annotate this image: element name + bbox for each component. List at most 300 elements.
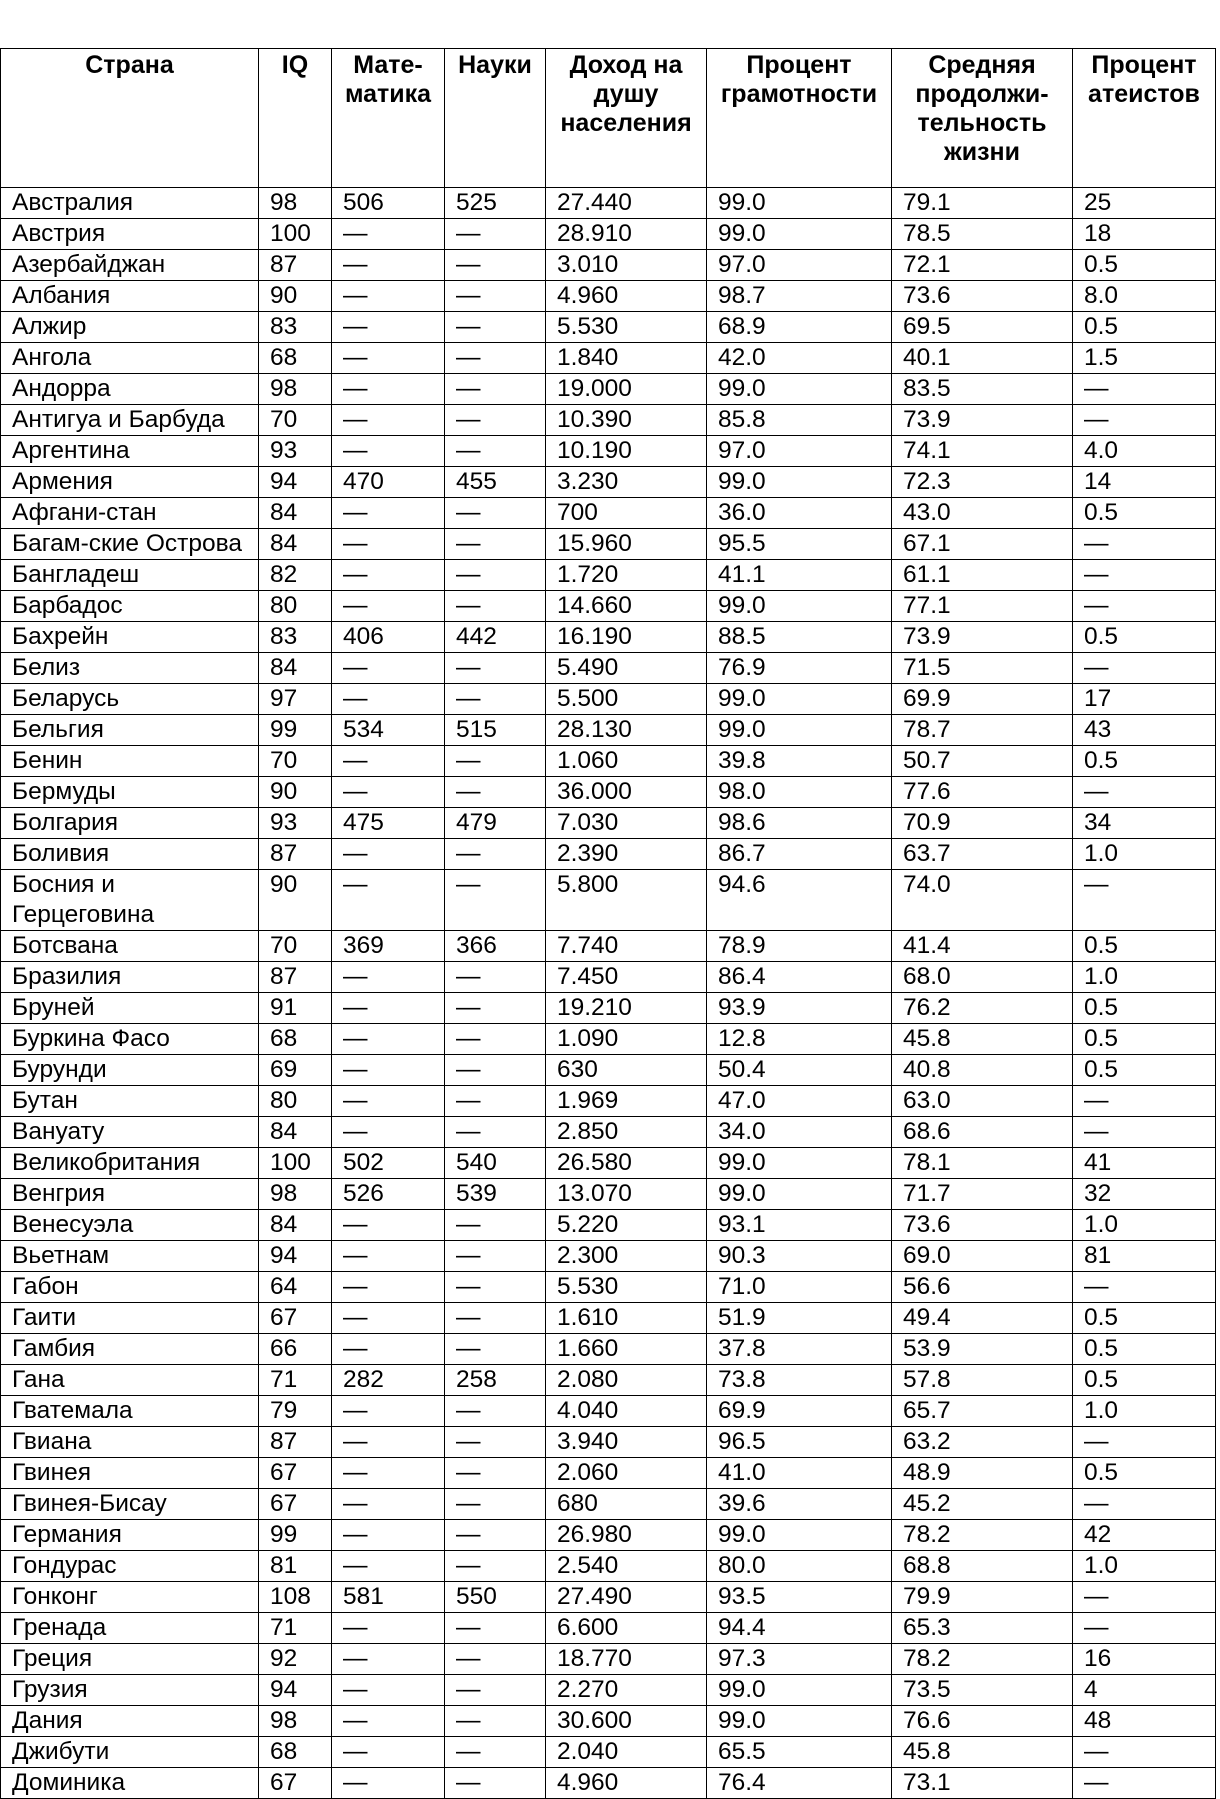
table-row	[1, 219, 1216, 250]
header-math: Мате- матика	[332, 49, 445, 188]
table-row	[1, 436, 1216, 467]
cell-math: —	[332, 1458, 445, 1489]
table-row	[1, 281, 1216, 312]
cell-math: —	[332, 1396, 445, 1427]
cell-iq: 67	[259, 1303, 332, 1334]
cell-income: 5.220	[546, 1210, 707, 1241]
cell-life-expectancy: 77.6	[892, 777, 1073, 808]
cell-country: Афгани-стан	[1, 498, 259, 529]
cell-iq: 68	[259, 343, 332, 374]
cell-life-expectancy: 50.7	[892, 746, 1073, 777]
cell-math: —	[332, 1086, 445, 1117]
cell-atheists: —	[1073, 1427, 1216, 1458]
cell-literacy: 71.0	[707, 1272, 892, 1303]
cell-atheists: 0.5	[1073, 498, 1216, 529]
cell-income: 2.270	[546, 1675, 707, 1706]
cell-atheists: 0.5	[1073, 1055, 1216, 1086]
cell-life-expectancy: 73.5	[892, 1675, 1073, 1706]
cell-income: 1.060	[546, 746, 707, 777]
table-row	[1, 1179, 1216, 1210]
cell-literacy: 39.8	[707, 746, 892, 777]
table-row	[1, 188, 1216, 219]
cell-literacy: 99.0	[707, 188, 892, 219]
cell-country: Алжир	[1, 312, 259, 343]
cell-atheists: —	[1073, 1737, 1216, 1768]
cell-iq: 64	[259, 1272, 332, 1303]
cell-country: Великобритания	[1, 1148, 259, 1179]
cell-math: —	[332, 993, 445, 1024]
header-science: Науки	[445, 49, 546, 188]
country-statistics-table-container	[0, 48, 1215, 1799]
cell-life-expectancy: 76.2	[892, 993, 1073, 1024]
table-row	[1, 529, 1216, 560]
cell-literacy: 12.8	[707, 1024, 892, 1055]
cell-math: —	[332, 250, 445, 281]
cell-life-expectancy: 83.5	[892, 374, 1073, 405]
cell-atheists: —	[1073, 777, 1216, 808]
table-row	[1, 467, 1216, 498]
table-row	[1, 962, 1216, 993]
cell-science: —	[445, 962, 546, 993]
cell-life-expectancy: 45.8	[892, 1024, 1073, 1055]
cell-life-expectancy: 78.7	[892, 715, 1073, 746]
cell-science: —	[445, 591, 546, 622]
cell-iq: 93	[259, 436, 332, 467]
cell-country: Боливия	[1, 839, 259, 870]
cell-iq: 90	[259, 281, 332, 312]
cell-life-expectancy: 45.8	[892, 1737, 1073, 1768]
cell-iq: 70	[259, 746, 332, 777]
cell-atheists: 0.5	[1073, 622, 1216, 653]
cell-math: —	[332, 560, 445, 591]
cell-income: 26.980	[546, 1520, 707, 1551]
cell-iq: 92	[259, 1644, 332, 1675]
cell-literacy: 50.4	[707, 1055, 892, 1086]
cell-life-expectancy: 65.3	[892, 1613, 1073, 1644]
cell-income: 5.800	[546, 870, 707, 931]
table-row	[1, 1396, 1216, 1427]
cell-atheists: —	[1073, 1117, 1216, 1148]
cell-literacy: 99.0	[707, 1706, 892, 1737]
cell-science: —	[445, 405, 546, 436]
cell-math: —	[332, 870, 445, 931]
table-row	[1, 498, 1216, 529]
table-row	[1, 1086, 1216, 1117]
cell-math: 502	[332, 1148, 445, 1179]
cell-country: Бутан	[1, 1086, 259, 1117]
cell-literacy: 99.0	[707, 219, 892, 250]
cell-life-expectancy: 78.2	[892, 1644, 1073, 1675]
cell-iq: 82	[259, 560, 332, 591]
cell-income: 630	[546, 1055, 707, 1086]
cell-life-expectancy: 72.1	[892, 250, 1073, 281]
cell-country: Венесуэла	[1, 1210, 259, 1241]
cell-literacy: 42.0	[707, 343, 892, 374]
cell-life-expectancy: 73.1	[892, 1768, 1073, 1799]
cell-science: —	[445, 1706, 546, 1737]
cell-science: —	[445, 1613, 546, 1644]
cell-iq: 108	[259, 1582, 332, 1613]
cell-literacy: 37.8	[707, 1334, 892, 1365]
cell-country: Азербайджан	[1, 250, 259, 281]
cell-literacy: 99.0	[707, 374, 892, 405]
cell-life-expectancy: 78.2	[892, 1520, 1073, 1551]
table-row	[1, 1365, 1216, 1396]
cell-income: 4.960	[546, 281, 707, 312]
cell-literacy: 47.0	[707, 1086, 892, 1117]
cell-science: 550	[445, 1582, 546, 1613]
cell-math: —	[332, 746, 445, 777]
cell-country: Дания	[1, 1706, 259, 1737]
cell-atheists: 32	[1073, 1179, 1216, 1210]
table-row	[1, 1303, 1216, 1334]
cell-science: —	[445, 1644, 546, 1675]
cell-math: —	[332, 1737, 445, 1768]
table-row	[1, 1489, 1216, 1520]
table-body	[1, 188, 1216, 1799]
table-row	[1, 1148, 1216, 1179]
cell-life-expectancy: 73.6	[892, 1210, 1073, 1241]
cell-country: Барбадос	[1, 591, 259, 622]
cell-income: 30.600	[546, 1706, 707, 1737]
table-row	[1, 808, 1216, 839]
cell-science: —	[445, 560, 546, 591]
cell-iq: 98	[259, 188, 332, 219]
cell-atheists: 42	[1073, 1520, 1216, 1551]
cell-country: Албания	[1, 281, 259, 312]
table-row	[1, 1644, 1216, 1675]
cell-literacy: 97.3	[707, 1644, 892, 1675]
cell-atheists: 1.0	[1073, 1210, 1216, 1241]
cell-income: 7.740	[546, 931, 707, 962]
cell-math: —	[332, 219, 445, 250]
cell-iq: 94	[259, 1241, 332, 1272]
cell-math: —	[332, 1117, 445, 1148]
cell-literacy: 39.6	[707, 1489, 892, 1520]
cell-science: —	[445, 1427, 546, 1458]
cell-income: 2.080	[546, 1365, 707, 1396]
cell-country: Болгария	[1, 808, 259, 839]
cell-income: 3.230	[546, 467, 707, 498]
cell-country: Габон	[1, 1272, 259, 1303]
cell-country: Багам-ские Острова	[1, 529, 259, 560]
cell-literacy: 99.0	[707, 1179, 892, 1210]
cell-science: —	[445, 436, 546, 467]
cell-income: 2.850	[546, 1117, 707, 1148]
cell-science: 258	[445, 1365, 546, 1396]
cell-iq: 83	[259, 312, 332, 343]
table-row	[1, 622, 1216, 653]
table-row	[1, 560, 1216, 591]
cell-income: 19.000	[546, 374, 707, 405]
cell-income: 19.210	[546, 993, 707, 1024]
table-row	[1, 312, 1216, 343]
cell-science: 525	[445, 188, 546, 219]
cell-atheists: 43	[1073, 715, 1216, 746]
cell-literacy: 97.0	[707, 250, 892, 281]
header-life-expectancy: Средняя продолжи- тельность жизни	[892, 49, 1073, 188]
cell-country: Германия	[1, 1520, 259, 1551]
cell-math: —	[332, 777, 445, 808]
cell-iq: 67	[259, 1489, 332, 1520]
cell-science: —	[445, 1458, 546, 1489]
cell-life-expectancy: 67.1	[892, 529, 1073, 560]
cell-life-expectancy: 43.0	[892, 498, 1073, 529]
cell-country: Бруней	[1, 993, 259, 1024]
cell-math: —	[332, 436, 445, 467]
cell-literacy: 99.0	[707, 1148, 892, 1179]
cell-atheists: 41	[1073, 1148, 1216, 1179]
cell-iq: 94	[259, 1675, 332, 1706]
cell-iq: 87	[259, 839, 332, 870]
cell-life-expectancy: 45.2	[892, 1489, 1073, 1520]
header-row	[1, 49, 1216, 188]
cell-life-expectancy: 48.9	[892, 1458, 1073, 1489]
cell-math: —	[332, 1334, 445, 1365]
cell-atheists: —	[1073, 560, 1216, 591]
cell-iq: 80	[259, 1086, 332, 1117]
table-row	[1, 1427, 1216, 1458]
cell-iq: 87	[259, 250, 332, 281]
header-income: Доход на душу населения	[546, 49, 707, 188]
table-row	[1, 1458, 1216, 1489]
cell-literacy: 95.5	[707, 529, 892, 560]
table-row	[1, 591, 1216, 622]
cell-science: —	[445, 1396, 546, 1427]
cell-country: Джибути	[1, 1737, 259, 1768]
cell-atheists: 4.0	[1073, 436, 1216, 467]
header-country: Страна	[1, 49, 259, 188]
table-row	[1, 839, 1216, 870]
cell-atheists: 14	[1073, 467, 1216, 498]
cell-science: —	[445, 1117, 546, 1148]
cell-science: —	[445, 653, 546, 684]
cell-life-expectancy: 68.6	[892, 1117, 1073, 1148]
cell-literacy: 97.0	[707, 436, 892, 467]
cell-science: 515	[445, 715, 546, 746]
cell-country: Вануату	[1, 1117, 259, 1148]
cell-literacy: 93.5	[707, 1582, 892, 1613]
table-row	[1, 1241, 1216, 1272]
cell-literacy: 98.7	[707, 281, 892, 312]
cell-science: 540	[445, 1148, 546, 1179]
cell-science: —	[445, 312, 546, 343]
cell-literacy: 86.7	[707, 839, 892, 870]
cell-atheists: 0.5	[1073, 1024, 1216, 1055]
cell-literacy: 93.9	[707, 993, 892, 1024]
cell-iq: 91	[259, 993, 332, 1024]
cell-country: Андорра	[1, 374, 259, 405]
cell-life-expectancy: 65.7	[892, 1396, 1073, 1427]
cell-science: —	[445, 374, 546, 405]
cell-science: 442	[445, 622, 546, 653]
cell-country: Ботсвана	[1, 931, 259, 962]
cell-atheists: —	[1073, 591, 1216, 622]
cell-income: 27.490	[546, 1582, 707, 1613]
cell-country: Бахрейн	[1, 622, 259, 653]
cell-country: Гватемала	[1, 1396, 259, 1427]
cell-atheists: —	[1073, 1582, 1216, 1613]
cell-math: —	[332, 529, 445, 560]
cell-science: —	[445, 1086, 546, 1117]
cell-iq: 70	[259, 931, 332, 962]
cell-science: —	[445, 1024, 546, 1055]
cell-literacy: 86.4	[707, 962, 892, 993]
cell-math: —	[332, 1241, 445, 1272]
cell-country: Гвинея-Бисау	[1, 1489, 259, 1520]
cell-science: —	[445, 1489, 546, 1520]
cell-iq: 87	[259, 962, 332, 993]
cell-country: Гамбия	[1, 1334, 259, 1365]
cell-iq: 98	[259, 1706, 332, 1737]
cell-literacy: 99.0	[707, 591, 892, 622]
cell-science: —	[445, 1520, 546, 1551]
cell-life-expectancy: 41.4	[892, 931, 1073, 962]
table-row	[1, 684, 1216, 715]
cell-iq: 67	[259, 1458, 332, 1489]
table-row	[1, 1613, 1216, 1644]
cell-income: 2.300	[546, 1241, 707, 1272]
table-row	[1, 374, 1216, 405]
table-row	[1, 1210, 1216, 1241]
cell-science: 539	[445, 1179, 546, 1210]
cell-atheists: 0.5	[1073, 1365, 1216, 1396]
cell-literacy: 76.4	[707, 1768, 892, 1799]
cell-income: 26.580	[546, 1148, 707, 1179]
cell-science: —	[445, 1210, 546, 1241]
cell-income: 7.450	[546, 962, 707, 993]
cell-literacy: 69.9	[707, 1396, 892, 1427]
cell-math: —	[332, 1520, 445, 1551]
cell-life-expectancy: 69.0	[892, 1241, 1073, 1272]
cell-math: —	[332, 498, 445, 529]
cell-life-expectancy: 57.8	[892, 1365, 1073, 1396]
cell-country: Гондурас	[1, 1551, 259, 1582]
cell-atheists: —	[1073, 1489, 1216, 1520]
header-literacy: Процент грамотности	[707, 49, 892, 188]
cell-atheists: 8.0	[1073, 281, 1216, 312]
cell-math: —	[332, 1055, 445, 1086]
cell-life-expectancy: 74.0	[892, 870, 1073, 931]
table-row	[1, 1706, 1216, 1737]
cell-math: —	[332, 1551, 445, 1582]
cell-atheists: 0.5	[1073, 931, 1216, 962]
cell-literacy: 94.6	[707, 870, 892, 931]
cell-iq: 81	[259, 1551, 332, 1582]
cell-iq: 84	[259, 1117, 332, 1148]
table-row	[1, 1117, 1216, 1148]
cell-country: Гонконг	[1, 1582, 259, 1613]
cell-income: 28.910	[546, 219, 707, 250]
cell-income: 1.720	[546, 560, 707, 591]
cell-science: —	[445, 1768, 546, 1799]
cell-country: Беларусь	[1, 684, 259, 715]
cell-math: —	[332, 1706, 445, 1737]
cell-math: 470	[332, 467, 445, 498]
cell-income: 18.770	[546, 1644, 707, 1675]
cell-atheists: —	[1073, 870, 1216, 931]
cell-iq: 66	[259, 1334, 332, 1365]
cell-life-expectancy: 68.8	[892, 1551, 1073, 1582]
cell-life-expectancy: 68.0	[892, 962, 1073, 993]
cell-income: 5.530	[546, 312, 707, 343]
cell-life-expectancy: 77.1	[892, 591, 1073, 622]
cell-atheists: 48	[1073, 1706, 1216, 1737]
cell-atheists: —	[1073, 1272, 1216, 1303]
cell-science: —	[445, 870, 546, 931]
cell-math: 406	[332, 622, 445, 653]
cell-atheists: —	[1073, 405, 1216, 436]
table-row	[1, 1737, 1216, 1768]
cell-math: —	[332, 1303, 445, 1334]
cell-literacy: 36.0	[707, 498, 892, 529]
cell-literacy: 73.8	[707, 1365, 892, 1396]
cell-literacy: 99.0	[707, 467, 892, 498]
cell-math: —	[332, 1489, 445, 1520]
cell-atheists: —	[1073, 1086, 1216, 1117]
cell-literacy: 99.0	[707, 1520, 892, 1551]
cell-iq: 70	[259, 405, 332, 436]
cell-income: 1.610	[546, 1303, 707, 1334]
cell-literacy: 41.0	[707, 1458, 892, 1489]
cell-literacy: 99.0	[707, 684, 892, 715]
cell-iq: 94	[259, 467, 332, 498]
cell-science: 366	[445, 931, 546, 962]
cell-life-expectancy: 56.6	[892, 1272, 1073, 1303]
cell-iq: 99	[259, 1520, 332, 1551]
cell-science: —	[445, 250, 546, 281]
cell-country: Гана	[1, 1365, 259, 1396]
cell-literacy: 93.1	[707, 1210, 892, 1241]
cell-iq: 84	[259, 529, 332, 560]
cell-country: Гренада	[1, 1613, 259, 1644]
cell-math: 526	[332, 1179, 445, 1210]
cell-income: 27.440	[546, 188, 707, 219]
cell-science: —	[445, 343, 546, 374]
cell-income: 6.600	[546, 1613, 707, 1644]
cell-math: 506	[332, 188, 445, 219]
table-row	[1, 931, 1216, 962]
cell-iq: 84	[259, 1210, 332, 1241]
cell-atheists: 1.0	[1073, 1396, 1216, 1427]
cell-math: —	[332, 343, 445, 374]
cell-science: 479	[445, 808, 546, 839]
cell-literacy: 85.8	[707, 405, 892, 436]
cell-science: —	[445, 498, 546, 529]
table-row	[1, 715, 1216, 746]
cell-iq: 71	[259, 1613, 332, 1644]
cell-literacy: 94.4	[707, 1613, 892, 1644]
cell-life-expectancy: 63.7	[892, 839, 1073, 870]
cell-income: 1.840	[546, 343, 707, 374]
cell-literacy: 98.0	[707, 777, 892, 808]
cell-atheists: —	[1073, 1768, 1216, 1799]
cell-life-expectancy: 73.9	[892, 622, 1073, 653]
cell-income: 13.070	[546, 1179, 707, 1210]
cell-atheists: 25	[1073, 188, 1216, 219]
cell-iq: 90	[259, 777, 332, 808]
cell-atheists: 1.5	[1073, 343, 1216, 374]
cell-atheists: 0.5	[1073, 993, 1216, 1024]
cell-iq: 67	[259, 1768, 332, 1799]
cell-income: 2.040	[546, 1737, 707, 1768]
cell-country: Ангола	[1, 343, 259, 374]
cell-income: 1.090	[546, 1024, 707, 1055]
cell-science: —	[445, 1551, 546, 1582]
cell-atheists: 1.0	[1073, 1551, 1216, 1582]
table-row	[1, 1334, 1216, 1365]
cell-country: Грузия	[1, 1675, 259, 1706]
